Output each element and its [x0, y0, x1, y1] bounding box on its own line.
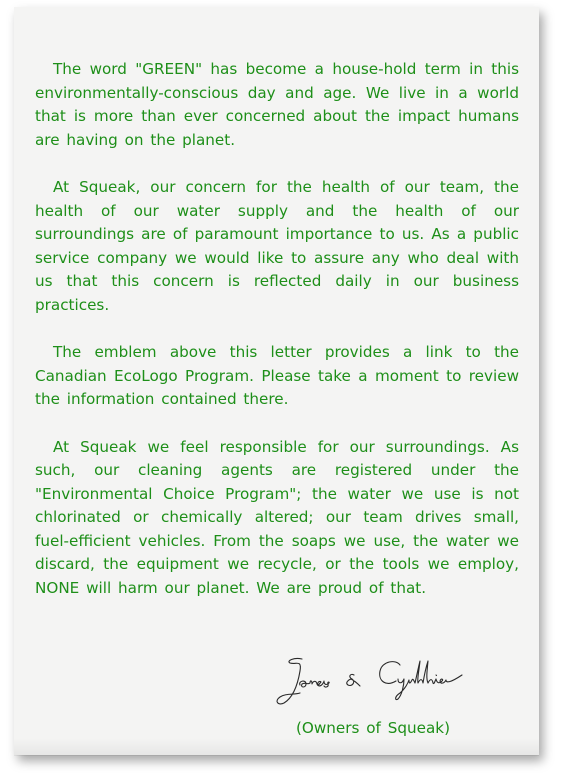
letter-paragraph-3: The emblem above this letter provides a link to the Canadian EcoLogo Program. Please take a moment to review the information contained there. [35, 343, 519, 408]
handwritten-signature [272, 653, 504, 709]
letter-paragraph-1: The word "GREEN" has become a house-hold term in this environmentally-conscious day and age. We live in a world that is more than ever concerned about the impact humans are having on the planet. [35, 60, 519, 149]
owners-caption: (Owners of Squeak) [296, 719, 450, 737]
letter-body [35, 58, 519, 624]
letter-paragraph-4: At Squeak we feel responsible for our surroundings. As such, our cleaning agents are registered under the "Environmental Choice Program"; the water we use is not chlorinated or chemically altered; our team drives small, fuel-efficient vehicles. From the soaps we use, the water we discard, the equipment we recycle, or the tools we employ, NONE will harm our planet. We are proud of that. [35, 437, 519, 597]
letter-paragraph-2: At Squeak, our concern for the health of our team, the health of our water supply and the health of our surroundings are of paramount importance to us. As a public service company we would like to assure any who deal with us that this concern is reflected daily in our business practices. [35, 178, 519, 314]
letter-paper [14, 7, 539, 755]
